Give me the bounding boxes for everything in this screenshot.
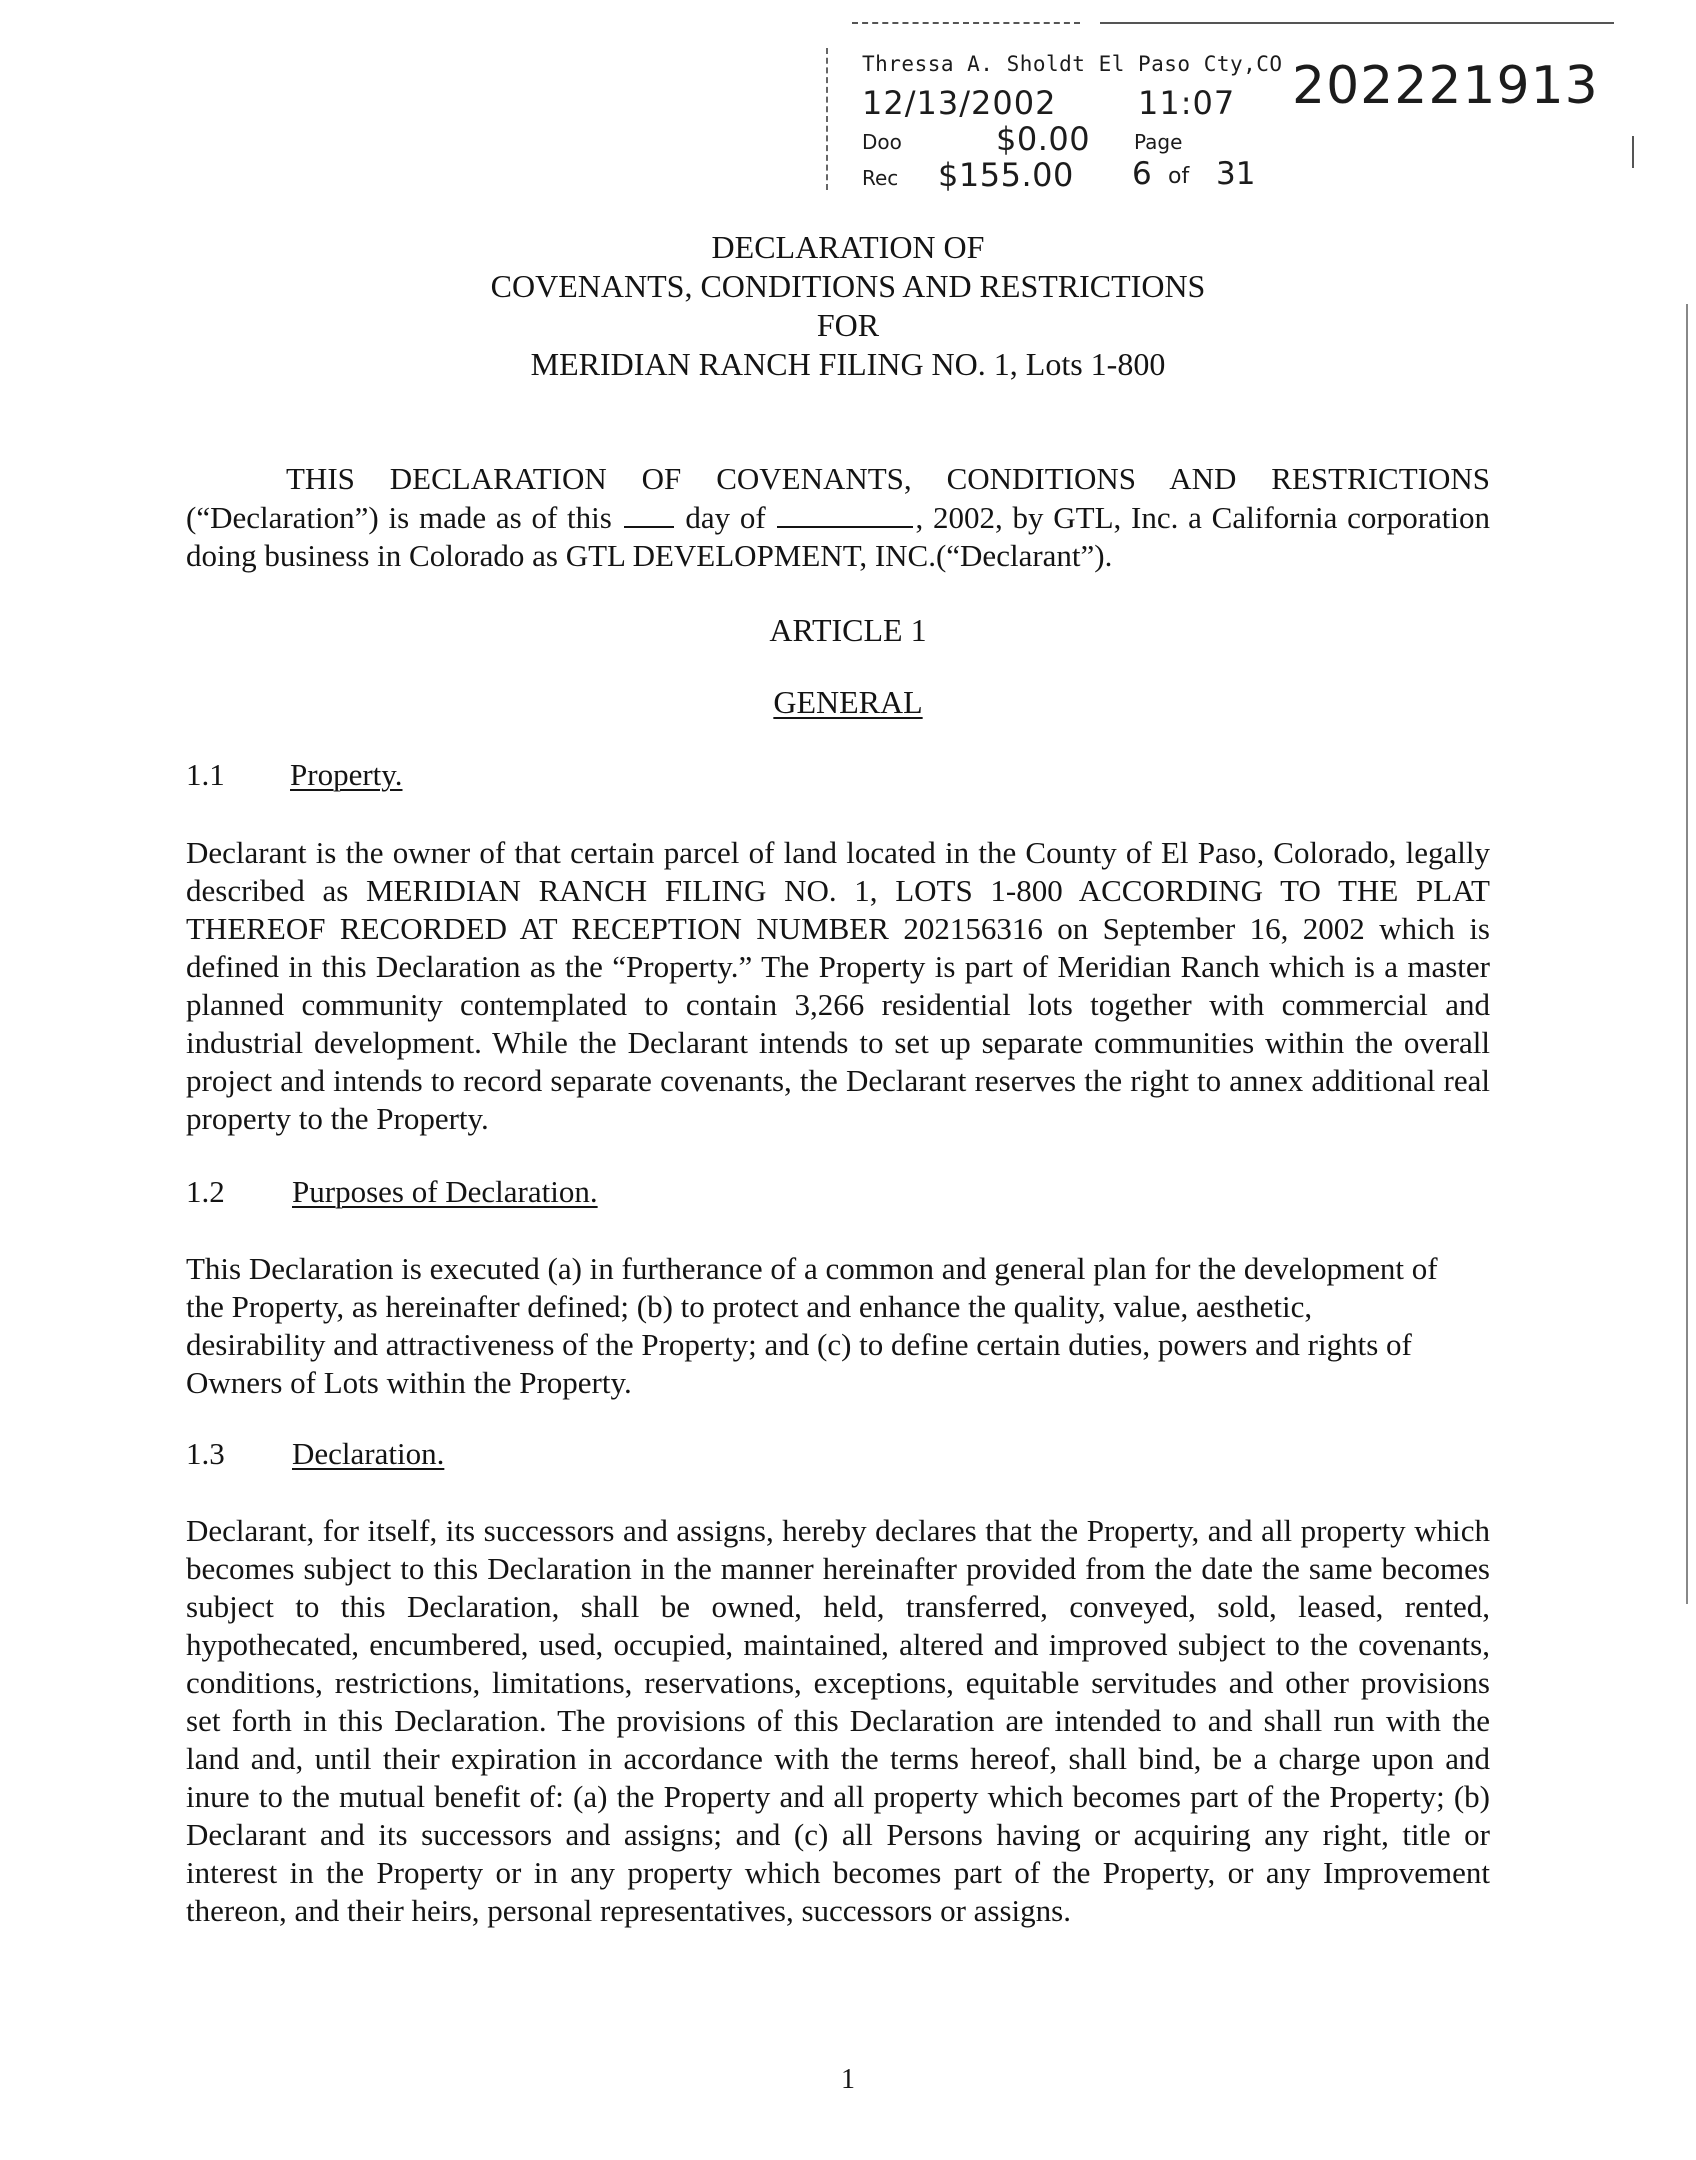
title-line-4: MERIDIAN RANCH FILING NO. 1, Lots 1-800 bbox=[530, 346, 1166, 382]
document-title bbox=[0, 228, 1696, 384]
stamp-page-total: 31 bbox=[1216, 156, 1256, 192]
stamp-rec-fee: $155.00 bbox=[938, 156, 1074, 194]
section-body-1-1: Declarant is the owner of that certain parcel of land located in the County of El Paso, Colorado, legally described as MERIDIAN RANCH FILING NO. 1, LOTS 1-800 ACCORDING TO THE PLAT THEREOF RECORDED AT RECEPTION NUMBER 202156316 on September 16, 2002 which is defined in this Declaration as the “Property.” The Property is part of Meridian Ranch which is a master planned community contemplated to contain 3,266 residential lots together with commercial and industrial development. While the Declarant intends to set up separate communities within the overall project and intends to record separate covenants, the Declarant reserves the right to annex additional real property to the Property. bbox=[186, 835, 1490, 1136]
recording-stamp bbox=[862, 50, 1599, 200]
section-body-1-2: This Declaration is executed (a) in furtherance of a common and general plan for the development of the Property, as hereinafter defined; (b) to protect and enhance the quality, value, aesthetic, desirability and attractiveness of the Property; and (c) to define certain duties, powers and rights of Owners of Lots within the Property. bbox=[186, 1251, 1438, 1400]
stamp-doc-fee: $0.00 bbox=[996, 120, 1091, 158]
section-body-1-3: Declarant, for itself, its successors and assigns, hereby declares that the Property, and all property which becomes subject to this Declaration in the manner hereinafter provided from the date the same becomes subject to this Declaration, shall be owned, held, transferred, conveyed, sold, leased, rented, hypothecated, encumbered, used, occupied, maintained, altered and improved subject to the covenants, conditions, restrictions, limitations, reservations, exceptions, equitable servitudes and other provisions set forth in this Declaration. The provisions of this Declaration are intended to and shall run with the land and, until their expiration in accordance with the terms hereof, shall bind, be a charge upon and inure to the mutual benefit of: (a) the Property and all property which becomes part of the Property; (b) Declarant and its successors and assigns; and (c) all Persons having or acquiring any right, title or interest in the Property or in any property which becomes part of the Property, or any Improvement thereon, and their heirs, personal representatives, successors or assigns. bbox=[186, 1513, 1490, 1928]
stamp-left-rule bbox=[826, 48, 828, 190]
intro-text-2: day of bbox=[685, 500, 766, 535]
stamp-doc-label: Doo bbox=[862, 130, 902, 154]
stamp-top-rule-right bbox=[1100, 22, 1614, 24]
stamp-page-label: Page bbox=[1134, 130, 1183, 154]
title-line-3: FOR bbox=[816, 307, 880, 343]
stamp-recorder: Thressa A. Sholdt El Paso Cty,CO bbox=[862, 52, 1283, 76]
title-line-2: COVENANTS, CONDITIONS AND RESTRICTIONS bbox=[490, 268, 1206, 304]
stamp-page-of: of bbox=[1168, 164, 1190, 189]
intro-text-1: THIS DECLARATION OF COVENANTS, CONDITIONS AND RESTRICTIONS (“Declaration”) is made as of this bbox=[186, 461, 1490, 535]
title-line-1: DECLARATION OF bbox=[711, 229, 985, 265]
section-number: 1.2 bbox=[186, 1174, 225, 1209]
intro-text-3: , 2002, by GTL, Inc. a California corporation doing business in Colorado as GTL DEVELOPMENT, INC.(“Declarant”). bbox=[186, 500, 1491, 573]
blank-month bbox=[777, 498, 913, 528]
intro-paragraph bbox=[186, 460, 1490, 575]
section-heading-1-3 bbox=[186, 1436, 444, 1472]
page-number: 1 bbox=[841, 2064, 855, 2095]
article-subheading-wrap bbox=[0, 684, 1696, 721]
stamp-reception-number: 202221913 bbox=[1292, 56, 1599, 116]
stamp-time: 11:07 bbox=[1138, 84, 1236, 122]
blank-day bbox=[624, 498, 674, 528]
section-heading-1-1 bbox=[186, 757, 403, 793]
stamp-page-current: 6 bbox=[1132, 156, 1152, 192]
section-title: Purposes of Declaration. bbox=[292, 1174, 598, 1209]
section-heading-1-2 bbox=[186, 1174, 598, 1210]
stamp-top-rule bbox=[852, 22, 1080, 24]
scan-edge-line bbox=[1686, 304, 1688, 1604]
section-number: 1.1 bbox=[186, 757, 225, 792]
stamp-rec-label: Rec bbox=[862, 166, 899, 190]
section-title: Declaration. bbox=[292, 1436, 445, 1471]
section-title: Property. bbox=[290, 757, 403, 792]
article-heading: ARTICLE 1 bbox=[769, 612, 927, 648]
stamp-date: 12/13/2002 bbox=[862, 84, 1057, 122]
article-subheading: GENERAL bbox=[773, 684, 923, 720]
scan-edge-mark bbox=[1632, 136, 1634, 168]
section-number: 1.3 bbox=[186, 1436, 225, 1471]
